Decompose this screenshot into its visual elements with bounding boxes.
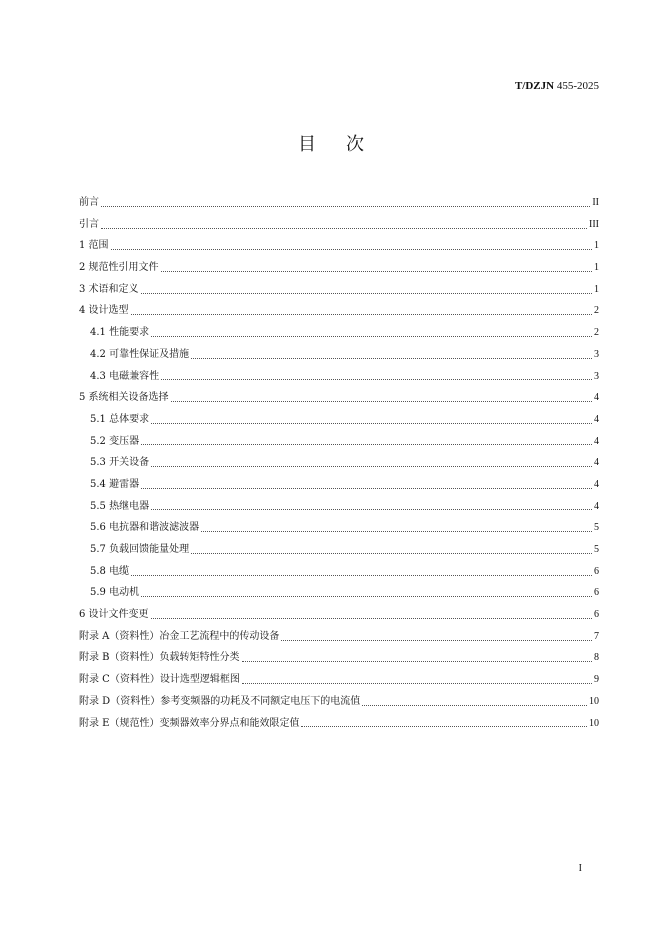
- toc-entry[interactable]: [79, 691, 599, 713]
- toc-entry-page: 8: [594, 652, 599, 664]
- toc-leader-dots: [171, 400, 592, 402]
- toc-entry[interactable]: [79, 235, 599, 257]
- toc-leader-dots: [131, 313, 592, 315]
- toc-entry-label: 附录 D（资料性）参考变频器的功耗及不同额定电压下的电流值: [79, 695, 361, 707]
- toc-entry-page: 2: [594, 305, 599, 317]
- toc-entry-page: 1: [594, 240, 599, 252]
- toc-entry-label: 4 设计选型: [79, 305, 129, 317]
- page-number: I: [578, 863, 582, 874]
- toc-entry-label: 2 规范性引用文件: [79, 262, 159, 274]
- page-title: 目次: [298, 134, 394, 155]
- toc-entry[interactable]: [79, 387, 599, 409]
- toc-entry-page: 6: [594, 587, 599, 599]
- toc-entry-page: 7: [594, 630, 599, 642]
- toc-entry[interactable]: [79, 214, 599, 236]
- toc-leader-dots: [101, 205, 590, 207]
- toc-entry-page: 6: [594, 609, 599, 621]
- toc-entry-label: 5.8 电缆: [90, 565, 130, 577]
- toc-entry-page: 5: [594, 522, 599, 534]
- toc-leader-dots: [101, 227, 587, 229]
- toc-entry[interactable]: [79, 300, 599, 322]
- toc-leader-dots: [201, 530, 592, 532]
- standard-code-prefix: T/DZJN: [514, 80, 555, 92]
- toc-entry-label: 6 设计文件变更: [79, 609, 149, 621]
- toc-entry-label: 5.5 热继电器: [90, 500, 150, 512]
- toc-entry-label: 附录 A（资料性）冶金工艺流程中的传动设备: [79, 630, 280, 642]
- toc-entry-label: 前言: [79, 197, 99, 208]
- toc-entry-page: 4: [594, 500, 599, 512]
- toc-leader-dots: [131, 574, 592, 576]
- toc-entry[interactable]: [79, 344, 599, 366]
- toc-entry[interactable]: [79, 452, 599, 474]
- toc-entry-page: 4: [594, 435, 599, 447]
- toc-entry-page: 3: [594, 348, 599, 360]
- toc-entry-label: 4.2 可靠性保证及措施: [90, 348, 190, 360]
- toc-entry[interactable]: [79, 474, 599, 496]
- toc-entry[interactable]: [79, 366, 599, 388]
- toc-leader-dots: [151, 422, 592, 424]
- toc-entry-label: 4.3 电磁兼容性: [90, 370, 160, 382]
- toc-leader-dots: [151, 335, 592, 337]
- toc-leader-dots: [362, 704, 587, 706]
- toc-entry[interactable]: [79, 431, 599, 453]
- toc-entry-label: 3 术语和定义: [79, 283, 139, 295]
- toc-leader-dots: [191, 357, 592, 359]
- toc-entry-page: 2: [594, 327, 599, 339]
- toc-entry-label: 4.1 性能要求: [90, 327, 150, 339]
- toc-entry-label: 附录 E（规范性）变频器效率分界点和能效限定值: [79, 717, 300, 729]
- toc-entry[interactable]: [79, 257, 599, 279]
- table-of-contents: [79, 192, 599, 734]
- toc-entry[interactable]: [79, 713, 599, 735]
- toc-entry[interactable]: [79, 582, 599, 604]
- toc-entry[interactable]: [79, 626, 599, 648]
- toc-entry-page: 9: [594, 674, 599, 686]
- toc-entry-page: 3: [594, 370, 599, 382]
- toc-entry-label: 引言: [79, 218, 99, 230]
- toc-leader-dots: [151, 617, 592, 619]
- toc-entry[interactable]: [79, 192, 599, 214]
- standard-code: [515, 80, 599, 92]
- toc-leader-dots: [301, 725, 587, 727]
- toc-entry-page: III: [589, 218, 599, 230]
- toc-entry-page: 1: [594, 283, 599, 295]
- toc-entry-page: 4: [594, 413, 599, 425]
- toc-entry-label: 5.9 电动机: [90, 587, 140, 599]
- toc-entry[interactable]: [79, 279, 599, 301]
- toc-leader-dots: [242, 660, 592, 662]
- toc-entry-label: 1 范围: [79, 240, 109, 252]
- toc-entry[interactable]: [79, 561, 599, 583]
- toc-entry-label: 附录 C（资料性）设计选型逻辑框图: [79, 674, 240, 686]
- toc-leader-dots: [141, 443, 592, 445]
- toc-entry-page: 10: [589, 695, 599, 707]
- toc-entry-label: 5.2 变压器: [90, 435, 140, 447]
- toc-entry-page: 4: [594, 478, 599, 490]
- toc-entry[interactable]: [79, 517, 599, 539]
- toc-leader-dots: [141, 487, 592, 489]
- toc-entry-page: 4: [594, 457, 599, 469]
- toc-entry[interactable]: [79, 604, 599, 626]
- toc-leader-dots: [161, 378, 592, 380]
- toc-entry-page: 10: [589, 717, 599, 729]
- toc-entry-label: 附录 B（资料性）负载转矩特性分类: [79, 652, 240, 664]
- toc-leader-dots: [281, 639, 592, 641]
- toc-leader-dots: [111, 248, 592, 250]
- toc-entry-label: 5.4 避雷器: [90, 478, 140, 490]
- toc-entry-page: 4: [594, 392, 599, 404]
- toc-entry[interactable]: [79, 647, 599, 669]
- toc-leader-dots: [141, 292, 592, 294]
- toc-entry-page: 5: [594, 544, 599, 555]
- toc-entry-label: 5.6 电抗器和谐波滤波器: [90, 522, 200, 534]
- toc-entry[interactable]: [79, 539, 599, 561]
- toc-entry[interactable]: [79, 669, 599, 691]
- toc-entry[interactable]: [79, 322, 599, 344]
- toc-entry-label: 5.7 负载回馈能量处理: [90, 544, 190, 555]
- standard-code-number: 455-2025: [554, 80, 599, 92]
- toc-entry-page: II: [592, 197, 599, 208]
- toc-leader-dots: [141, 595, 592, 597]
- toc-entry[interactable]: [79, 496, 599, 518]
- toc-entry-page: 6: [594, 565, 599, 577]
- toc-entry[interactable]: [79, 409, 599, 431]
- toc-leader-dots: [161, 270, 592, 272]
- toc-entry-label: 5 系统相关设备选择: [79, 392, 169, 404]
- toc-entry-label: 5.3 开关设备: [90, 457, 150, 469]
- toc-leader-dots: [151, 465, 592, 467]
- toc-leader-dots: [242, 682, 592, 684]
- toc-entry-label: 5.1 总体要求: [90, 413, 150, 425]
- toc-entry-page: 1: [594, 262, 599, 274]
- toc-leader-dots: [191, 552, 592, 554]
- toc-leader-dots: [151, 508, 592, 510]
